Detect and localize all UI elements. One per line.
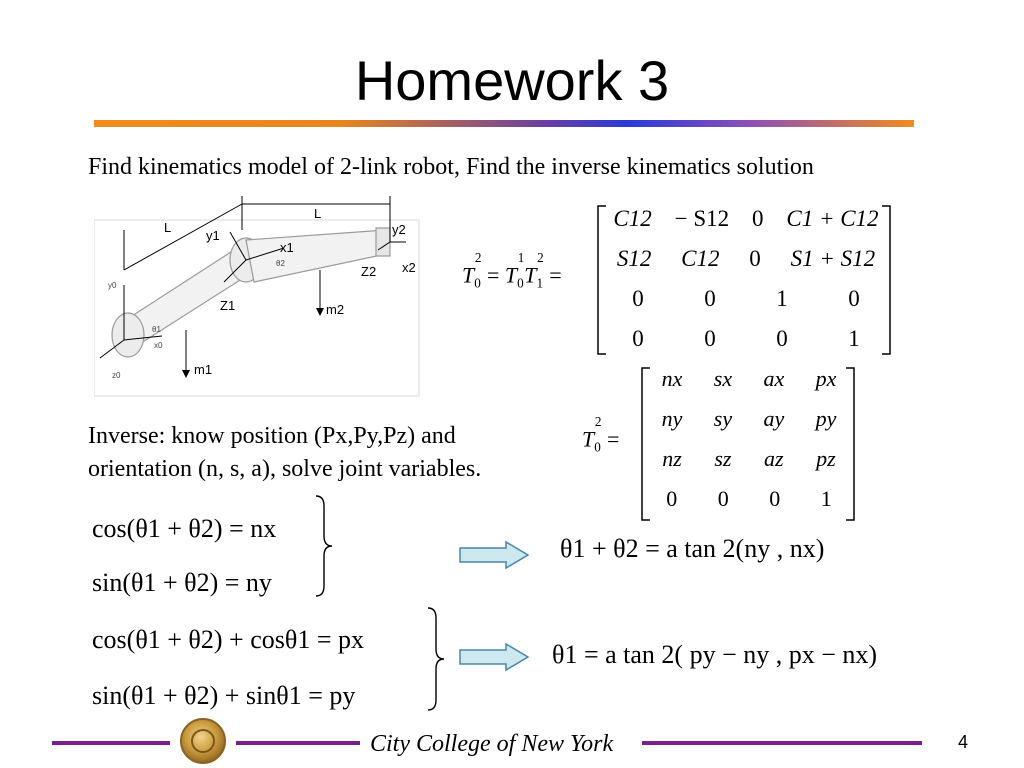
matrix-general-cell: pz: [816, 446, 836, 471]
matrix-general-row: [646, 446, 852, 486]
label-x0: x0: [154, 341, 163, 350]
matrix-t02-row: [602, 206, 890, 246]
matrix-t02-cell: C12: [681, 246, 720, 271]
matrix-t02: [602, 206, 890, 366]
matrix-general-cell: 0: [717, 486, 729, 511]
matrix-general-row: [646, 406, 852, 446]
label-y1: y1: [206, 228, 220, 243]
matrix-general-cell: ax: [763, 366, 785, 391]
label-y0: y0: [108, 281, 117, 290]
label-y2: y2: [392, 222, 406, 237]
matrix-t02-cell: 0: [632, 326, 644, 351]
matrix-general-cell: sy: [713, 406, 733, 431]
matrix-general-cell: ay: [763, 406, 785, 431]
matrix-t02-cell: 0: [848, 286, 860, 311]
result-theta-sum: θ1 + θ2 = a tan 2(ny , nx): [560, 534, 825, 563]
brace-2: [424, 606, 448, 712]
matrix-t02-cell: 1: [848, 326, 860, 351]
matrix-t02-cell: − S12: [674, 206, 730, 231]
matrix-general-cell: nx: [661, 366, 683, 391]
matrix-t02-cell: 0: [749, 246, 761, 271]
matrix-t02-cell: 1: [776, 286, 788, 311]
matrix-t02-cell: C12: [613, 206, 652, 231]
matrix-general-cell: py: [815, 406, 837, 431]
equation-sin-sum: sin(θ1 + θ2) = ny: [92, 568, 272, 597]
equation-py: sin(θ1 + θ2) + sinθ1 = py: [92, 681, 356, 710]
college-seal-icon: [180, 718, 226, 764]
result-theta1: θ1 = a tan 2( py − ny , px − nx): [552, 640, 878, 669]
label-z2: Z2: [361, 264, 377, 279]
label-theta2: θ2: [276, 259, 285, 268]
label-m1: m1: [194, 362, 213, 377]
matrix-general-cell: az: [764, 446, 784, 471]
label-x1: x1: [280, 240, 294, 255]
matrix-t02-row: [602, 286, 890, 326]
matrix-t02-row: [602, 246, 890, 286]
matrix-general-cell: px: [815, 366, 837, 391]
equation-cos-sum: cos(θ1 + θ2) = nx: [92, 514, 277, 543]
footer-line-left: [52, 741, 170, 745]
label-x2: x2: [402, 260, 416, 275]
matrix-general-cell: 0: [666, 486, 678, 511]
matrix-general-cell: sz: [714, 446, 732, 471]
matrix-t02-row: [602, 326, 890, 366]
brace-1: [312, 494, 336, 598]
matrix-t02-cell: 0: [704, 326, 716, 351]
page-number: 4: [958, 732, 969, 752]
equation-block-2: [92, 612, 364, 724]
label-theta1: θ1: [152, 325, 161, 334]
footer-line-right: [642, 741, 922, 745]
matrix-t02-cell: 0: [776, 326, 788, 351]
matrix-t02-cell: C1 + C12: [786, 206, 879, 231]
matrix-t02-lhs: $T_0^2 = T_0^1T_1^2$ =: [462, 250, 562, 291]
label-L-left: L: [164, 220, 172, 235]
matrix-general-cell: nz: [662, 446, 682, 471]
matrix-general-row: [646, 366, 852, 406]
matrix-t02-cell: S1 + S12: [790, 246, 876, 271]
label-L-top: L: [314, 206, 322, 221]
matrix-general-row: [646, 486, 852, 526]
equation-px: cos(θ1 + θ2) + cosθ1 = px: [92, 625, 364, 654]
matrix-general-lhs: $T_0^2$ =: [582, 414, 620, 455]
inverse-line-2: orientation (n, s, a), solve joint variables.: [88, 456, 482, 482]
matrix-general-cell: sx: [713, 366, 733, 391]
inverse-line-1: Inverse: know position (Px,Py,Pz) and: [88, 423, 456, 449]
label-z1: Z1: [220, 298, 236, 313]
matrix-t02-cell: 0: [704, 286, 716, 311]
matrix-general-cell: 0: [769, 486, 781, 511]
slide-title: Homework 3: [354, 49, 670, 112]
arrow-1-icon: [458, 540, 530, 570]
inverse-description: [88, 420, 481, 486]
label-m2: m2: [326, 302, 345, 317]
matrix-general-cell: 1: [820, 486, 832, 511]
matrix-t02-cell: 0: [632, 286, 644, 311]
matrix-general: [646, 366, 852, 526]
matrix-t02-cell: S12: [616, 246, 652, 271]
label-z0: z0: [112, 371, 121, 380]
title-underline: [94, 120, 914, 127]
robot-diagram: [94, 190, 424, 400]
equation-block-1: [92, 502, 276, 610]
matrix-t02-cell: 0: [752, 206, 764, 231]
matrix-general-cell: ny: [661, 406, 683, 431]
footer-institution: City College of New York: [370, 731, 614, 757]
intro-text: Find kinematics model of 2-link robot, Find the inverse kinematics solution: [88, 154, 814, 180]
footer-line-middle: [236, 741, 360, 745]
arrow-2-icon: [458, 642, 530, 672]
